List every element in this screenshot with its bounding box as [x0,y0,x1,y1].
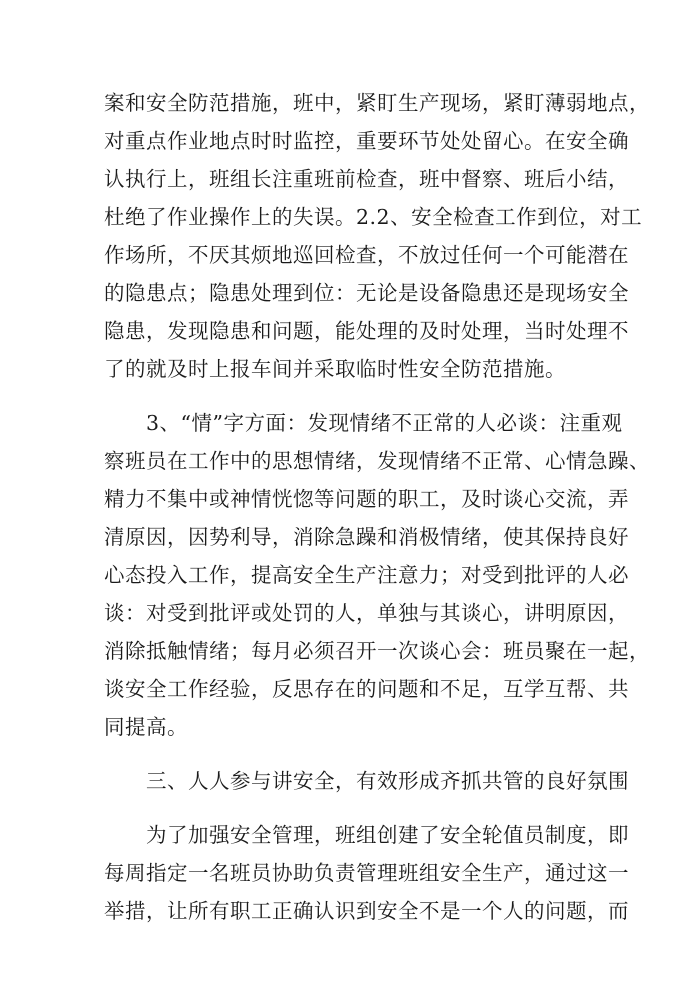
text-line: 作场所，不厌其烦地巡回检查，不放过任何一个可能潜在 [104,243,629,267]
text-line: 杜绝了作业操作上的失误。2.2、安全检查工作到位，对工 [104,205,643,229]
paragraph-2 [104,404,650,746]
paragraph-1 [104,84,650,388]
text-line: 心态投入工作，提高安全生产注意力；对受到批评的人必 [104,563,629,587]
section-heading-3 [104,762,629,800]
text-line: 隐患，发现隐患和问题，能处理的及时处理，当时处理不 [104,319,629,343]
paragraph-gap [104,746,624,762]
paragraph-4 [104,816,629,930]
text-line: 谈安全工作经验，反思存在的问题和不足，互学互帮、共 [104,677,629,701]
text-line: 对重点作业地点时时监控，重要环节处处留心。在安全确 [104,129,629,153]
paragraph-gap [104,800,624,816]
text-line: 察班员在工作中的思想情绪，发现情绪不正常、心情急躁、 [104,449,650,473]
text-line: 案和安全防范措施，班中，紧盯生产现场，紧盯薄弱地点， [104,91,650,115]
text-line: 认执行上，班组长注重班前检查，班中督察、班后小结， [104,167,629,191]
text-line: 清原因，因势利导，消除急躁和消极情绪，使其保持良好 [104,525,629,549]
document-body [104,84,650,930]
text-line: 每周指定一名班员协助负责管理班组安全生产，通过这一 [104,861,629,885]
paragraph-gap [104,388,624,404]
text-line: 谈：对受到批评或处罚的人，单独与其谈心，讲明原因， [104,601,629,625]
text-line: 举措，让所有职工正确认识到安全不是一个人的问题，而 [104,899,629,923]
text-line: 同提高。 [104,715,188,739]
text-line: 3、“情”字方面：发现情绪不正常的人必谈：注重观 [104,411,623,435]
text-line: 消除抵触情绪；每月必须召开一次谈心会：班员聚在一起， [104,639,650,663]
text-line: 为了加强安全管理，班组创建了安全轮值员制度，即 [104,823,629,847]
text-line: 精力不集中或神情恍惚等问题的职工，及时谈心交流，弄 [104,487,629,511]
text-line: 的隐患点；隐患处理到位：无论是设备隐患还是现场安全 [104,281,629,305]
text-line: 了的就及时上报车间并采取临时性安全防范措施。 [104,357,566,381]
section-heading: 三、人人参与讲安全，有效形成齐抓共管的良好氛围 [104,769,629,793]
